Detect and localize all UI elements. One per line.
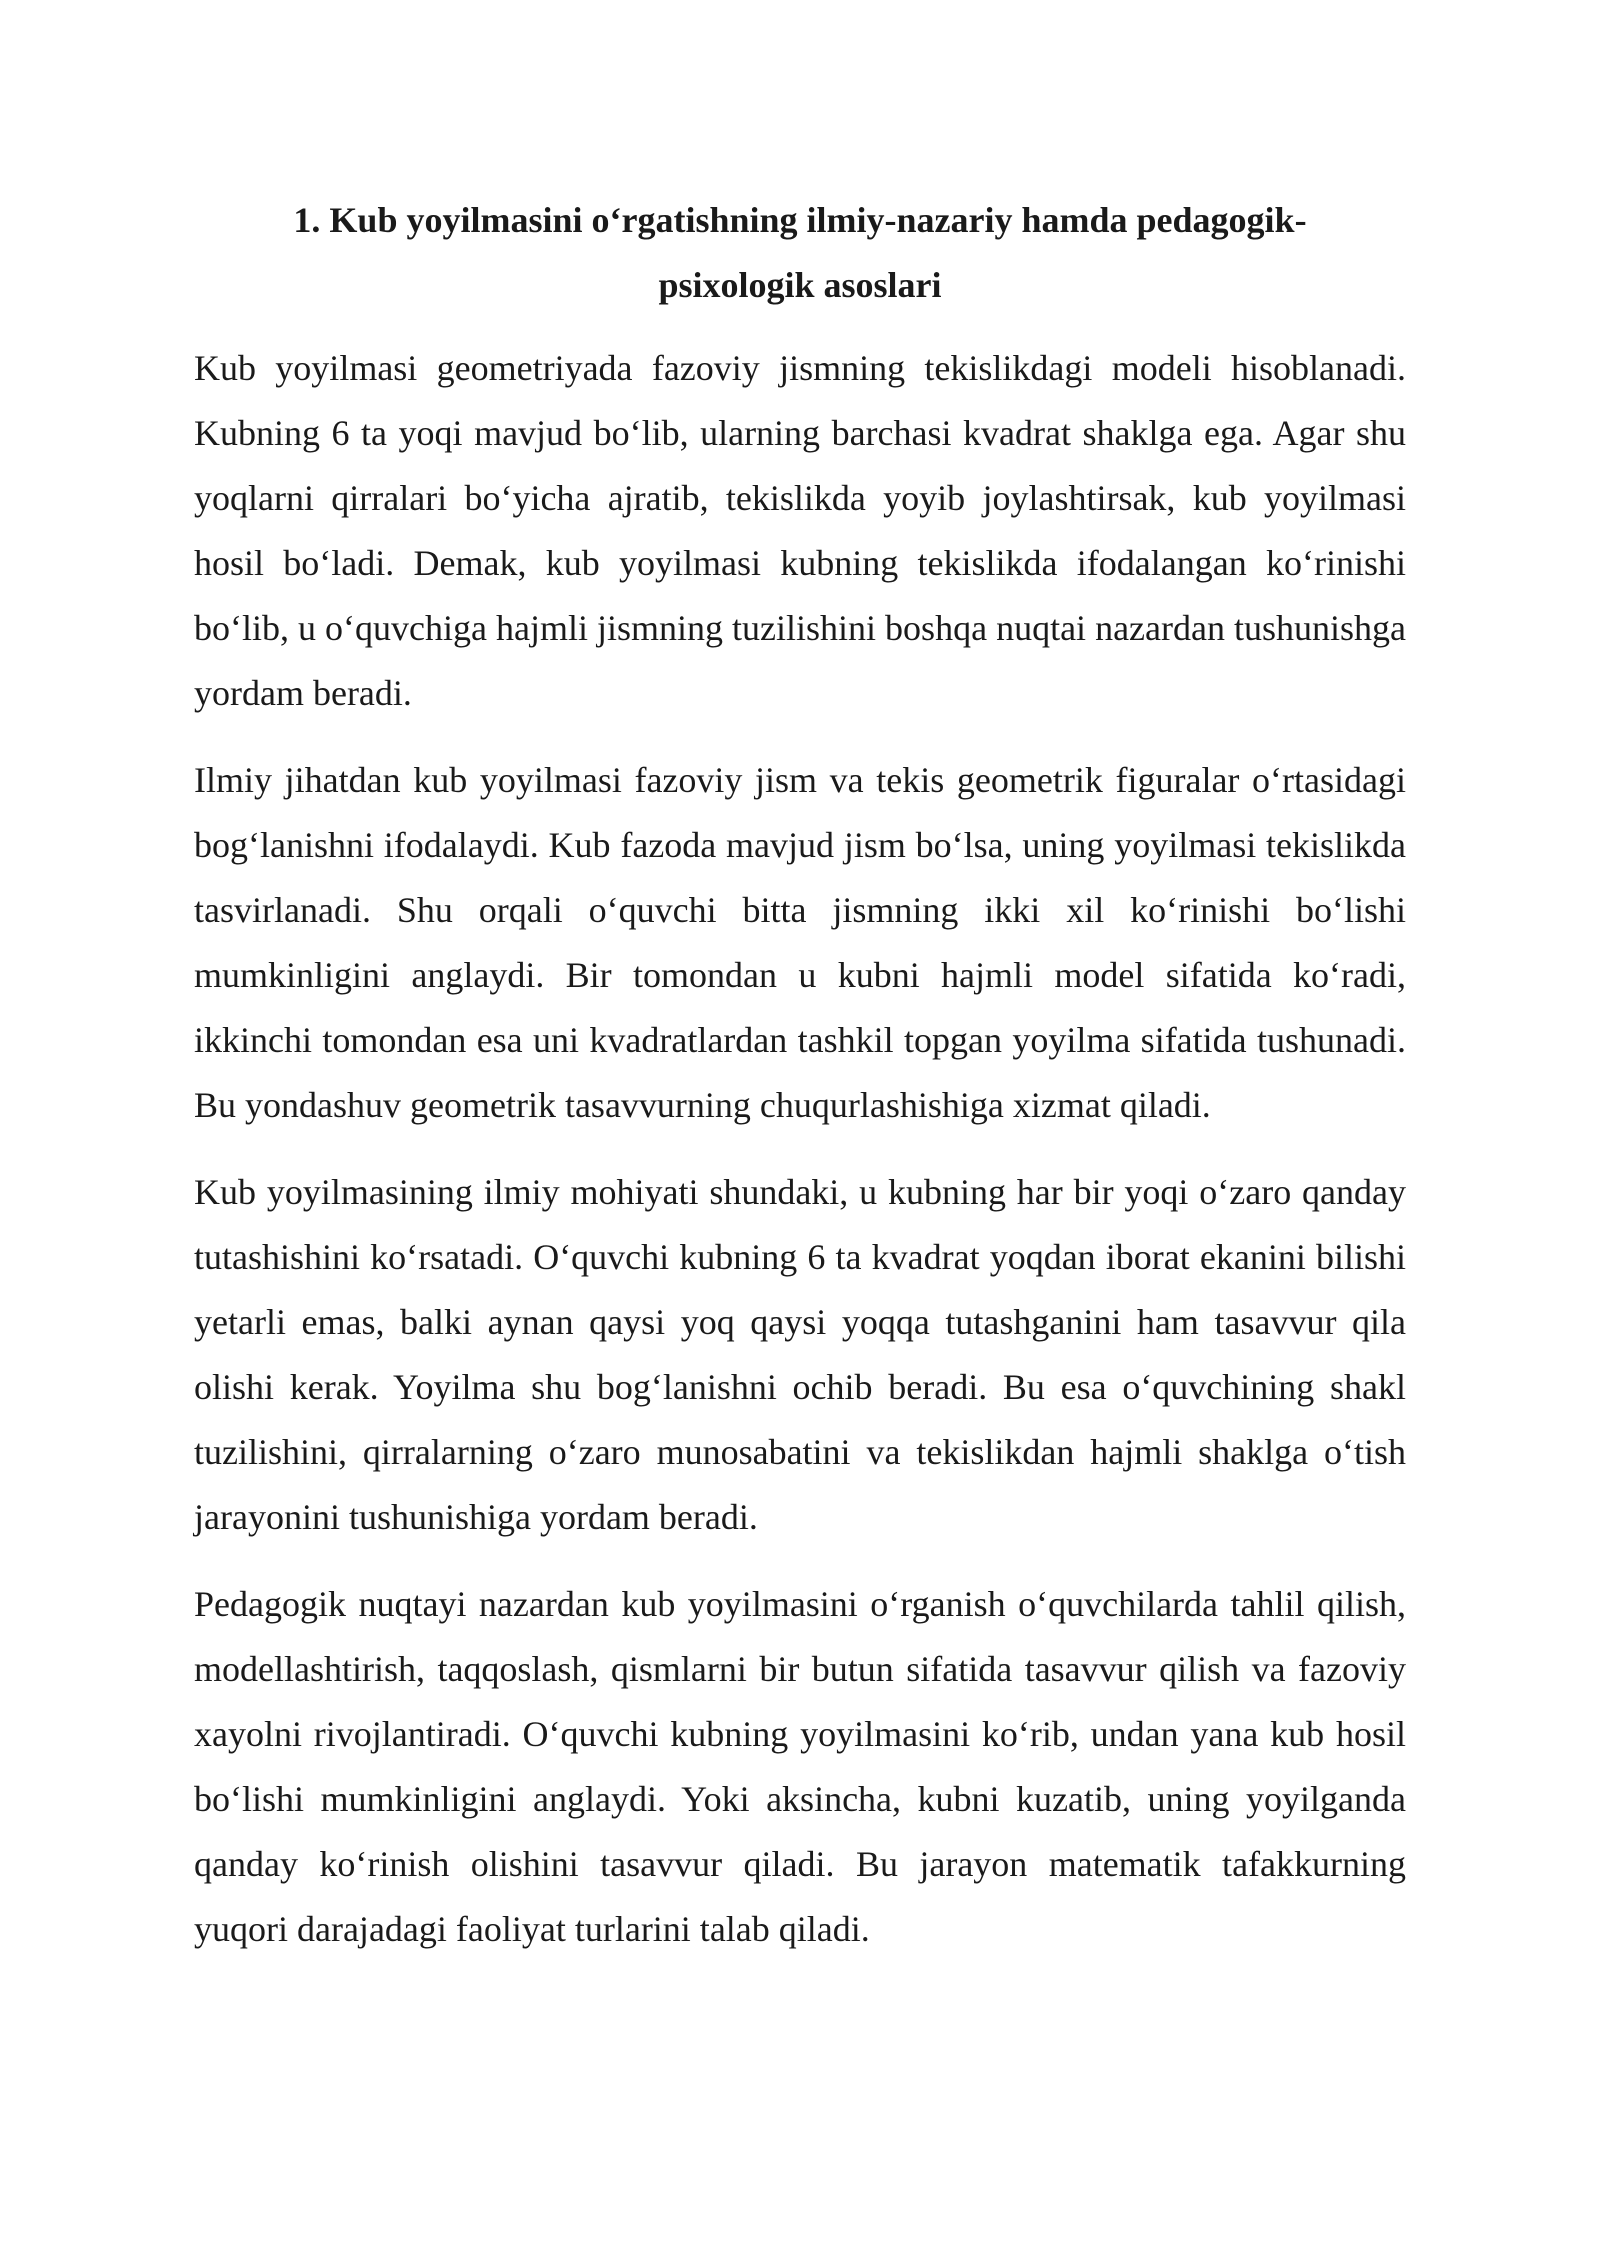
paragraph-4: Pedagogik nuqtayi nazardan kub yoyilmasini o‘rganish o‘quvchilarda tahlil qilish, modellashtirish, taqqoslash, qismlarni bir butun sifatida tasavvur qilish va fazoviy xayolni rivojlantiradi. O‘quvchi kubning yoyilmasini ko‘rib, undan yana kub hosil bo‘lishi mumkinligini anglaydi. Yoki aksincha, kubni kuzatib, uning yoyilganda qanday ko‘rinish olishini tasavvur qiladi. Bu jarayon matematik tafakkurning yuqori darajadagi faoliyat turlarini talab qiladi. [194, 1584, 1406, 1949]
section-heading [194, 188, 1406, 318]
paragraph-1: Kub yoyilmasi geometriyada fazoviy jismning tekislikdagi modeli hisoblanadi. Kubning 6 ta yoqi mavjud bo‘lib, ularning barchasi kvadrat shaklga ega. Agar shu yoqlarni qirralari bo‘yicha ajratib, tekislikda yoyib joylashtirsak, kub yoyilmasi hosil bo‘ladi. Demak, kub yoyilmasi kubning tekislikda ifodalangan ko‘rinishi bo‘lib, u o‘quvchiga hajmli jismning tuzilishini boshqa nuqtai nazardan tushunishga yordam beradi. [194, 348, 1406, 713]
section-heading-line-1: 1. Kub yoyilmasini o‘rgatishning ilmiy-nazariy hamda pedagogik- [293, 200, 1307, 240]
paragraph-3: Kub yoyilmasining ilmiy mohiyati shundaki, u kubning har bir yoqi o‘zaro qanday tutashishini ko‘rsatadi. O‘quvchi kubning 6 ta kvadrat yoqdan iborat ekanini bilishi yetarli emas, balki aynan qaysi yoq qaysi yoqqa tutashganini ham tasavvur qila olishi kerak. Yoyilma shu bog‘lanishni ochib beradi. Bu esa o‘quvchining shakl tuzilishini, qirralarning o‘zaro munosabatini va tekislikdan hajmli shaklga o‘tish jarayonini tushunishiga yordam beradi. [194, 1172, 1406, 1537]
document-body [194, 188, 1406, 1984]
section-heading-line-2: psixologik asoslari [658, 265, 942, 305]
paragraph-2: Ilmiy jihatdan kub yoyilmasi fazoviy jism va tekis geometrik figuralar o‘rtasidagi bog‘lanishni ifodalaydi. Kub fazoda mavjud jism bo‘lsa, uning yoyilmasi tekislikda tasvirlanadi. Shu orqali o‘quvchi bitta jismning ikki xil ko‘rinishi bo‘lishi mumkinligini anglaydi. Bir tomondan u kubni hajmli model sifatida ko‘radi, ikkinchi tomondan esa uni kvadratlardan tashkil topgan yoyilma sifatida tushunadi. Bu yondashuv geometrik tasavvurning chuqurlashishiga xizmat qiladi. [194, 760, 1406, 1125]
